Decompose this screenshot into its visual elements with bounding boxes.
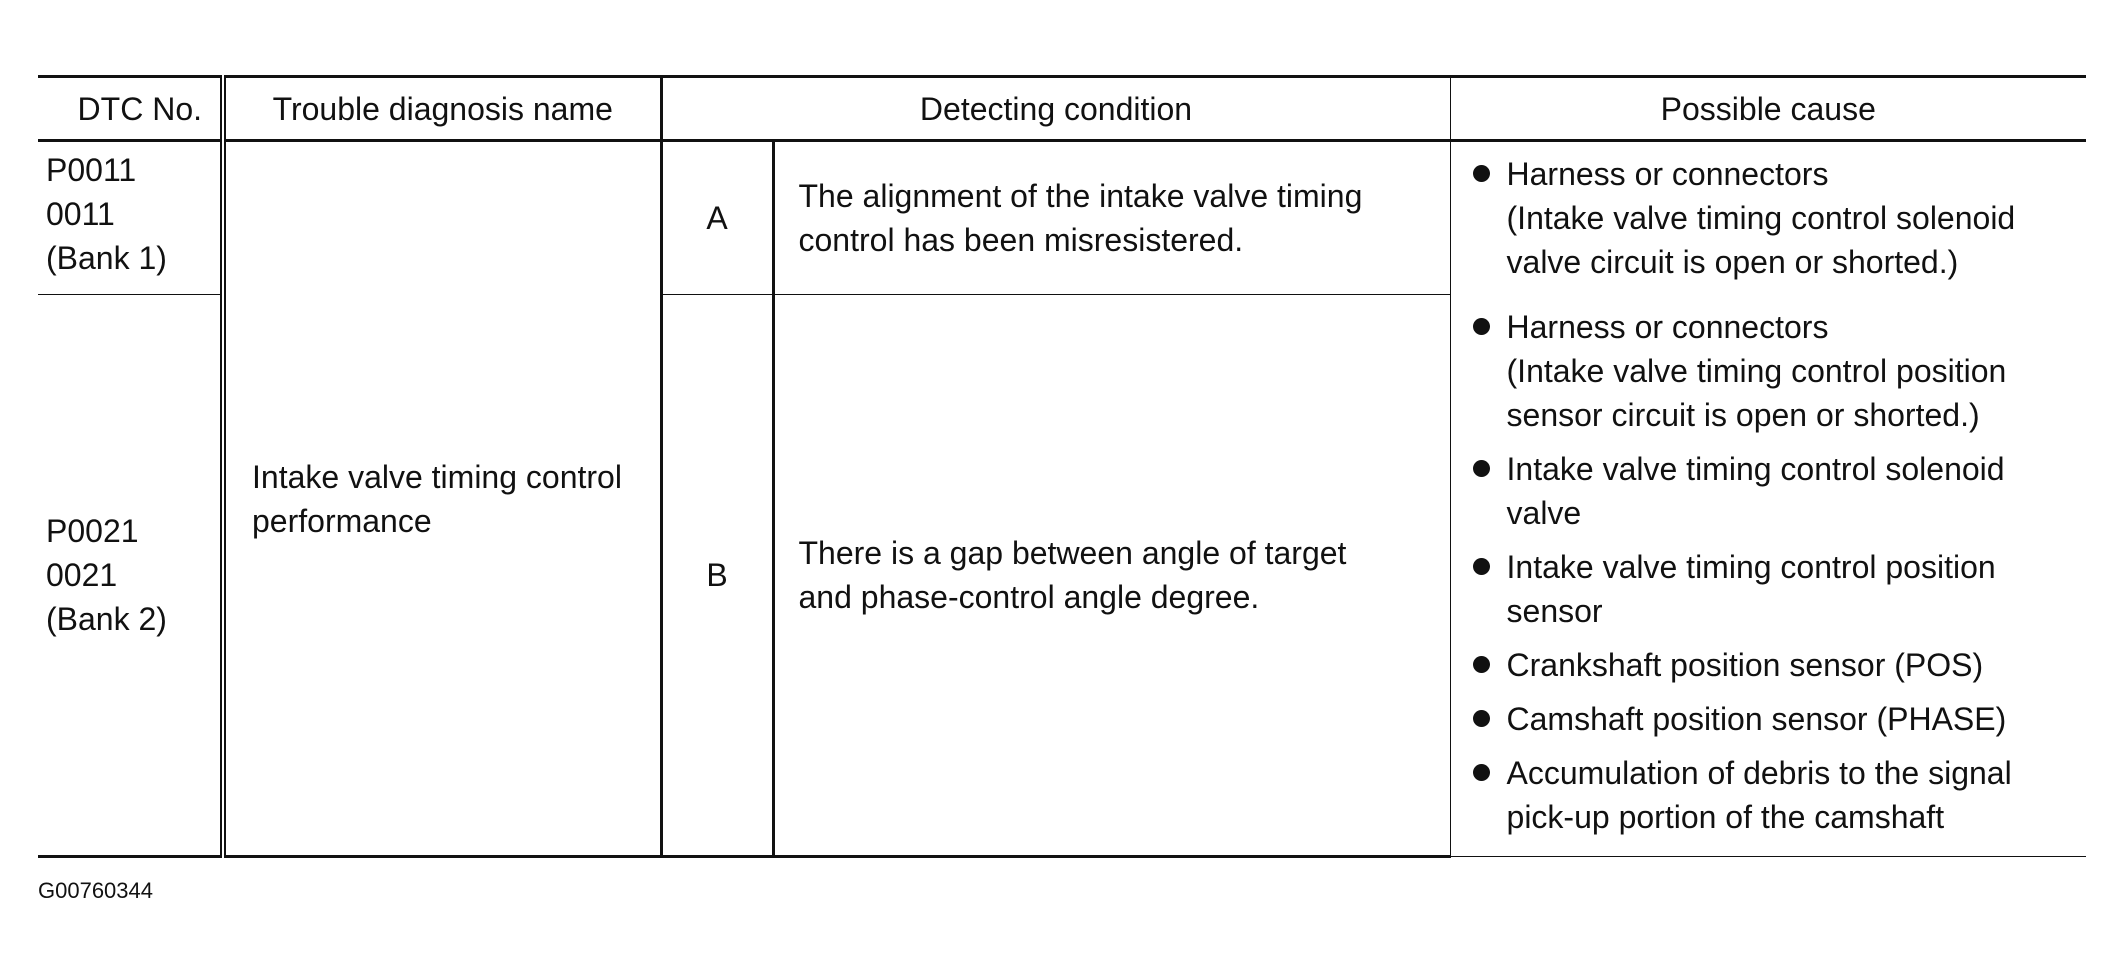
condition-line: control has been misresistered. bbox=[798, 222, 1244, 258]
possible-cause-a bbox=[1450, 141, 2086, 295]
figure-code: G00760344 bbox=[38, 878, 153, 903]
dtc-code-short: 0021 bbox=[46, 557, 118, 593]
condition-text-b bbox=[773, 295, 1450, 857]
header-dtc: DTC No. bbox=[38, 77, 223, 141]
cause-line: Harness or connectors bbox=[1506, 309, 1829, 346]
cause-line: sensor circuit is open or shorted.) bbox=[1506, 397, 1980, 434]
list-item bbox=[1471, 447, 2067, 535]
header-possible-cause: Possible cause bbox=[1450, 77, 2086, 141]
list-item bbox=[1471, 697, 2067, 741]
cause-line: Intake valve timing control position bbox=[1506, 549, 1996, 586]
trouble-name-line: Intake valve timing control bbox=[252, 458, 622, 495]
dtc-code-short: 0011 bbox=[46, 196, 115, 232]
list-item bbox=[1471, 643, 2067, 687]
condition-letter-b: B bbox=[661, 295, 773, 857]
condition-line: The alignment of the intake valve timing bbox=[798, 178, 1363, 214]
cause-line: Camshaft position sensor (PHASE) bbox=[1506, 701, 2007, 738]
dtc-bank: (Bank 2) bbox=[46, 601, 167, 637]
cause-line: (Intake valve timing control solenoid bbox=[1506, 200, 2016, 237]
cause-line: valve bbox=[1506, 495, 1582, 532]
table-row bbox=[38, 141, 2086, 295]
dtc-table bbox=[38, 75, 2086, 858]
possible-cause-b bbox=[1450, 295, 2086, 857]
header-trouble-name: Trouble diagnosis name bbox=[223, 77, 661, 141]
dtc-cell-bank1 bbox=[38, 141, 223, 295]
condition-letter-a: A bbox=[661, 141, 773, 295]
condition-line: There is a gap between angle of target bbox=[798, 535, 1347, 571]
cause-line: Intake valve timing control solenoid bbox=[1506, 451, 2005, 488]
cause-line: sensor bbox=[1506, 593, 1603, 630]
list-item bbox=[1471, 751, 2067, 839]
header-row bbox=[38, 77, 2086, 141]
dtc-code: P0011 bbox=[46, 152, 137, 188]
cause-line: Accumulation of debris to the signal bbox=[1506, 755, 2012, 792]
cause-list bbox=[1471, 305, 2067, 839]
trouble-name-line: performance bbox=[252, 502, 432, 539]
list-item bbox=[1471, 152, 2067, 284]
list-item bbox=[1471, 545, 2067, 633]
dtc-code: P0021 bbox=[46, 513, 139, 549]
list-item bbox=[1471, 305, 2067, 437]
cause-line: Harness or connectors bbox=[1506, 156, 1829, 193]
trouble-diagnosis-name bbox=[223, 141, 661, 857]
condition-text-a bbox=[773, 141, 1450, 295]
cause-line: pick-up portion of the camshaft bbox=[1506, 799, 1945, 836]
condition-line: and phase-control angle degree. bbox=[798, 579, 1260, 615]
dtc-cell-bank2 bbox=[38, 295, 223, 857]
cause-list bbox=[1471, 152, 2067, 284]
header-detecting-condition: Detecting condition bbox=[661, 77, 1450, 141]
cause-line: (Intake valve timing control position bbox=[1506, 353, 2007, 390]
dtc-bank: (Bank 1) bbox=[46, 240, 167, 276]
cause-line: valve circuit is open or shorted.) bbox=[1506, 244, 1959, 281]
cause-line: Crankshaft position sensor (POS) bbox=[1506, 647, 1984, 684]
